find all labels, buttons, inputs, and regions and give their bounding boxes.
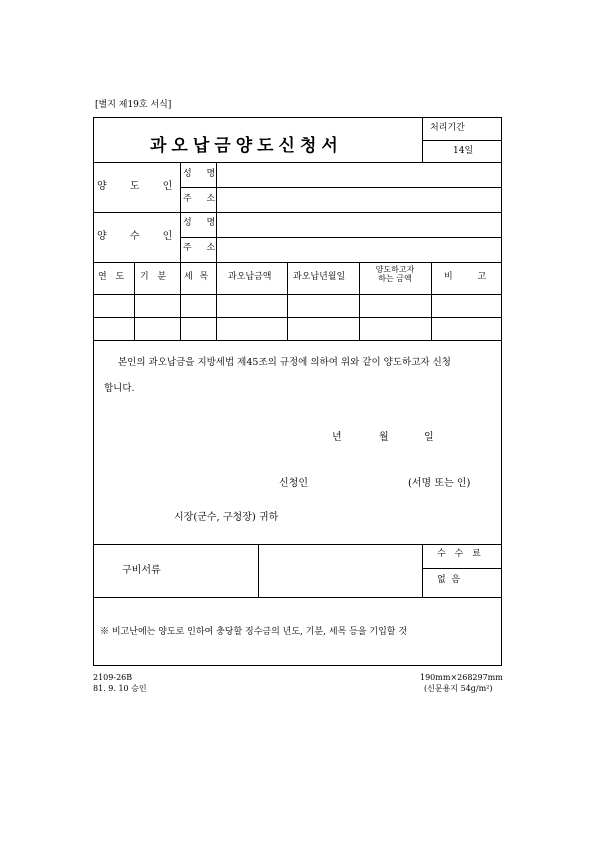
header-overpaid-date: 과오납년월일 [293,272,346,282]
rule-table-row2-bottom [93,340,502,341]
date-year-label: 년 [332,432,342,443]
rule-title-bottom [93,162,502,163]
date-month-label: 월 [379,432,389,443]
header-overpaid-amount: 과오납금액 [228,272,272,282]
rule-documents-bottom [93,597,502,598]
footer-paper-size: 190mm×268297mm [420,673,503,682]
table-row[interactable] [94,318,500,339]
transferee-name-field[interactable] [218,214,500,236]
fee-value: 없 음 [437,575,461,585]
fee-label: 수 수 료 [437,549,481,559]
footer-approval: 81. 9. 10 승인 [93,684,147,693]
header-transfer-amount: 양도하고자 하는 금액 [375,265,415,284]
signature-label: (서명 또는 인) [408,478,471,489]
rule-transferor-mid [180,187,502,188]
rule-transferee-bottom [93,262,502,263]
transferee-address-label: 주 소 [183,243,216,253]
table-row[interactable] [94,295,500,316]
processing-period-label: 처리기간 [430,123,465,133]
declaration-line-1: 본인의 과오납금을 지방세법 제45조의 규정에 의하여 위와 같이 양도하고자 신청 [118,357,451,368]
rule-transferee-mid [180,237,502,238]
transferee-address-field[interactable] [218,239,500,261]
declaration-line-2: 합니다. [104,383,135,394]
rule-fee-left [422,544,423,597]
transferee-name-label: 성 명 [183,218,216,228]
rule-processing-mid [422,140,502,141]
form-note: ※ 비고난에는 양도로 인하여 충당할 징수금의 년도, 기분, 세목 등을 기입할 것 [100,627,408,637]
transferor-address-label: 주 소 [183,194,216,204]
required-documents-field[interactable] [260,546,420,595]
date-day-label: 일 [424,432,434,443]
transferee-label: 양 수 인 [97,231,173,242]
header-year: 연 도 [98,272,125,282]
transferor-name-label: 성 명 [183,169,216,179]
rule-fee-mid [422,568,502,569]
header-period: 기 분 [140,272,167,282]
transferor-label [97,182,175,192]
header-remarks: 비 고 [444,272,487,282]
form-title: 과오납금양도신청서 [150,136,343,156]
rule-processing-left [422,117,423,162]
form-number-label: [별지 제19호 서식] [95,100,172,110]
required-documents-label: 구비서류 [122,565,161,576]
rule-documents-mid [258,544,259,597]
transferor-address-field[interactable] [218,189,500,211]
transferor-name-field[interactable] [218,164,500,186]
header-tax-item: 세 목 [184,272,209,282]
processing-period-value: 14일 [453,146,474,156]
footer-paper-type: (신문용지 54g/m²) [424,684,493,693]
rule-transferor-bottom [93,212,502,213]
addressee: 시장(군수, 구청장) 귀하 [174,512,279,523]
applicant-label: 신청인 [279,478,308,489]
transferor-label-text: 양 도 인 [97,181,173,192]
footer-form-code: 2109-26B [93,673,133,682]
rule-declaration-bottom [93,544,502,545]
